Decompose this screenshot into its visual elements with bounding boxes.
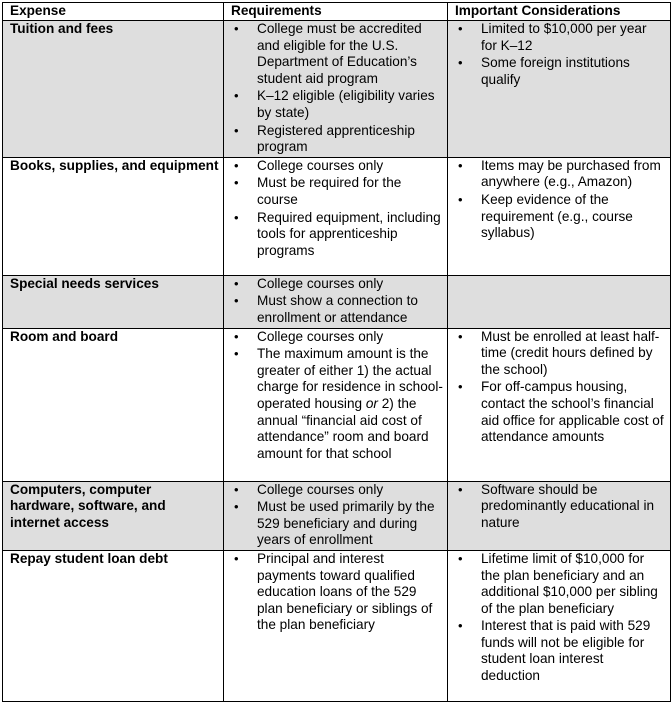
list-item <box>455 551 666 617</box>
requirements-cell <box>224 328 448 481</box>
list-item <box>231 175 443 208</box>
expense-cell: Repay student loan debt <box>3 550 224 701</box>
header-expense: Expense <box>3 3 224 21</box>
list-item <box>231 21 443 87</box>
expense-cell: Tuition and fees <box>3 21 224 158</box>
expense-cell: Computers, computer hardware, software, and internet access <box>3 481 224 550</box>
list-item <box>231 482 443 499</box>
considerations-list <box>455 329 666 446</box>
bullet-icon: • <box>458 550 463 566</box>
considerations-cell <box>448 328 671 481</box>
considerations-list <box>455 482 666 532</box>
bullet-icon: • <box>234 550 239 566</box>
list-item-text: College courses only <box>257 328 384 344</box>
considerations-list <box>455 21 666 88</box>
list-item-text: K–12 eligible (eligibility varies by state) <box>257 88 435 120</box>
list-item <box>455 618 666 684</box>
considerations-cell <box>448 275 671 328</box>
table-row <box>3 21 671 158</box>
expense-cell: Books, supplies, and equipment <box>3 157 224 275</box>
bullet-icon: • <box>234 175 239 191</box>
bullet-icon: • <box>458 328 463 344</box>
list-item <box>231 499 443 549</box>
list-item-text: Must be used primarily by the 529 beneficiary and during years of enrollment <box>257 499 435 548</box>
list-item <box>455 192 666 242</box>
requirements-list <box>231 158 443 260</box>
bullet-icon: • <box>458 21 463 36</box>
list-item-text: Interest that is paid with 529 funds will not be eligible for student loan interest deduction <box>481 618 651 684</box>
list-item-text: Registered apprenticeship program <box>257 122 415 155</box>
list-item <box>231 88 443 121</box>
list-item-text: College must be accredited and eligible for the U.S. Department of Education’s student aid program <box>257 21 422 86</box>
list-item-text: Some foreign institutions qualify <box>481 55 630 87</box>
bullet-icon: • <box>458 379 463 395</box>
bullet-icon: • <box>458 55 463 71</box>
list-item <box>231 293 443 326</box>
considerations-list <box>455 158 666 242</box>
header-considerations: Important Considerations <box>448 3 671 21</box>
bullet-icon: • <box>234 499 239 515</box>
bullet-icon: • <box>234 346 239 362</box>
table-row <box>3 550 671 701</box>
bullet-icon: • <box>458 618 463 634</box>
requirements-list <box>231 551 443 634</box>
list-item <box>231 346 443 462</box>
considerations-cell <box>448 550 671 701</box>
requirements-cell <box>224 550 448 701</box>
list-item-text: Required equipment, including tools for apprenticeship programs <box>257 209 441 258</box>
bullet-icon: • <box>234 481 239 497</box>
requirements-cell <box>224 481 448 550</box>
list-item <box>455 55 666 88</box>
list-item-text: College courses only <box>257 275 384 291</box>
list-item <box>231 123 443 156</box>
list-item <box>455 379 666 445</box>
expense-table <box>2 2 671 702</box>
list-item-text: Must be enrolled at least half-time (credit hours defined by the school) <box>481 328 660 377</box>
considerations-list <box>455 551 666 685</box>
list-item-text: The maximum amount is the greater of either 1) the actual charge for residence in school-operated housing or 2) the annual “financial aid cost of attendance” room and board amount for that school <box>257 346 443 461</box>
bullet-icon: • <box>234 88 239 104</box>
bullet-icon: • <box>458 157 463 173</box>
list-item <box>231 551 443 634</box>
bullet-icon: • <box>234 328 239 344</box>
list-item-text: Lifetime limit of $10,000 for the plan beneficiary and an additional $10,000 per sibling of the plan beneficiary <box>481 550 658 616</box>
requirements-list <box>231 21 443 156</box>
list-item <box>231 329 443 346</box>
considerations-cell <box>448 481 671 550</box>
list-item-text: College courses only <box>257 481 384 497</box>
table-row <box>3 157 671 275</box>
requirements-list <box>231 482 443 549</box>
table-row <box>3 481 671 550</box>
bullet-icon: • <box>458 481 463 497</box>
list-item <box>455 329 666 379</box>
list-item <box>231 276 443 293</box>
list-item <box>455 21 666 54</box>
bullet-icon: • <box>458 191 463 207</box>
bullet-icon: • <box>234 275 239 291</box>
list-item-text: Principal and interest payments toward qualified education loans of the 529 plan beneficiary or siblings of the plan beneficiary <box>257 550 433 633</box>
bullet-icon: • <box>234 21 239 36</box>
bullet-icon: • <box>234 209 239 225</box>
considerations-cell <box>448 21 671 158</box>
list-item-text: Keep evidence of the requirement (e.g., course syllabus) <box>481 191 633 241</box>
list-item-text: Limited to $10,000 per year for K–12 <box>481 21 647 53</box>
list-item <box>231 158 443 175</box>
list-item <box>231 210 443 260</box>
considerations-cell <box>448 157 671 275</box>
list-item-text: College courses only <box>257 157 384 173</box>
header-requirements: Requirements <box>224 3 448 21</box>
bullet-icon: • <box>234 157 239 173</box>
bullet-icon: • <box>234 293 239 309</box>
list-item-text: Items may be purchased from anywhere (e.g., Amazon) <box>481 157 661 190</box>
list-item-text: Must be required for the course <box>257 175 402 207</box>
table-body <box>3 21 671 702</box>
list-item-text: Must show a connection to enrollment or attendance <box>257 293 418 325</box>
list-item <box>455 482 666 532</box>
expense-cell: Room and board <box>3 328 224 481</box>
requirements-list <box>231 276 443 327</box>
requirements-cell <box>224 157 448 275</box>
requirements-cell <box>224 275 448 328</box>
table-row <box>3 328 671 481</box>
table-row <box>3 275 671 328</box>
header-row <box>3 3 671 21</box>
requirements-list <box>231 329 443 463</box>
requirements-cell <box>224 21 448 158</box>
list-item <box>455 158 666 191</box>
bullet-icon: • <box>234 122 239 138</box>
expense-cell: Special needs services <box>3 275 224 328</box>
list-item-text: Software should be predominantly educational in nature <box>481 481 655 530</box>
list-item-text: For off-campus housing, contact the school’s financial aid office for applicable cost of attendance amounts <box>481 379 664 445</box>
